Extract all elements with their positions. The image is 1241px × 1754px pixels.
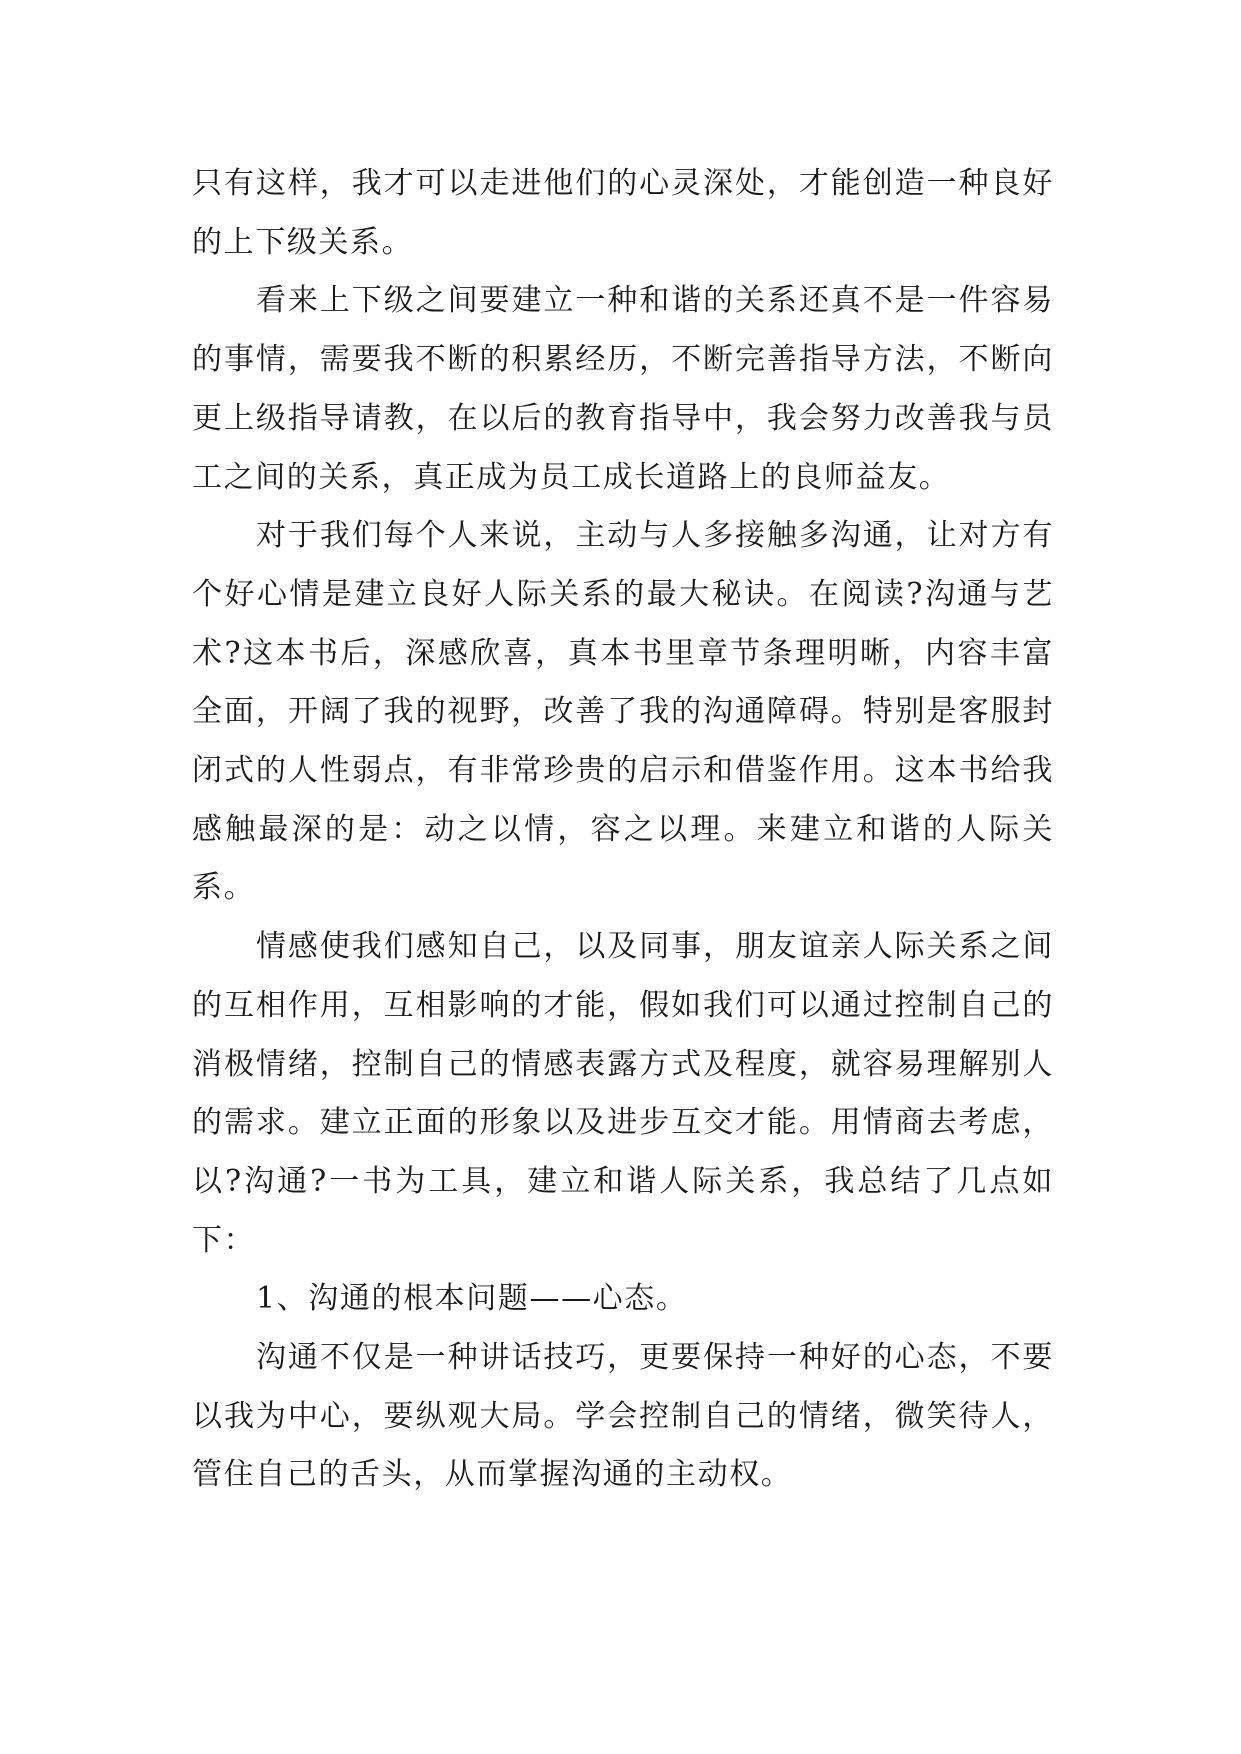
paragraph: 看来上下级之间要建立一种和谐的关系还真不是一件容易的事情，需要我不断的积累经历，不断完善指导方法，不断向更上级指导请教，在以后的教育指导中，我会努力改善我与员工之间的关系，真正成为员工成长道路上的良师益友。 <box>192 283 1054 495</box>
paragraph: 沟通不仅是一种讲话技巧，更要保持一种好的心态，不要以我为中心，要纵观大局。学会控制自己的情绪，微笑待人，管住自己的舌头，从而掌握沟通的主动权。 <box>192 1340 1054 1493</box>
list-item: 1、沟通的根本问题——心态。 <box>256 1281 688 1317</box>
paragraph: 对于我们每个人来说，主动与人多接触多沟通，让对方有个好心情是建立良好人际关系的最大秘诀。在阅读?沟通与艺术?这本书后，深感欣喜，真本书里章节条理明晰，内容丰富全面，开阔了我的视野，改善了我的沟通障碍。特别是客服封闭式的人性弱点，有非常珍贵的启示和借鉴作用。这本书给我感触最深的是：动之以情，容之以理。来建立和谐的人际关系。 <box>192 518 1054 906</box>
paragraph: 只有这样，我才可以走进他们的心灵深处，才能创造一种良好的上下级关系。 <box>192 166 1054 260</box>
document-body <box>192 155 1054 1505</box>
paragraph: 情感使我们感知自己，以及同事，朋友谊亲人际关系之间的互相作用，互相影响的才能，假如我们可以通过控制自己的消极情绪，控制自己的情感表露方式及程度，就容易理解别人的需求。建立正面的形象以及进步互交才能。用情商去考虑，以?沟通?一书为工具，建立和谐人际关系，我总结了几点如下： <box>192 929 1054 1258</box>
